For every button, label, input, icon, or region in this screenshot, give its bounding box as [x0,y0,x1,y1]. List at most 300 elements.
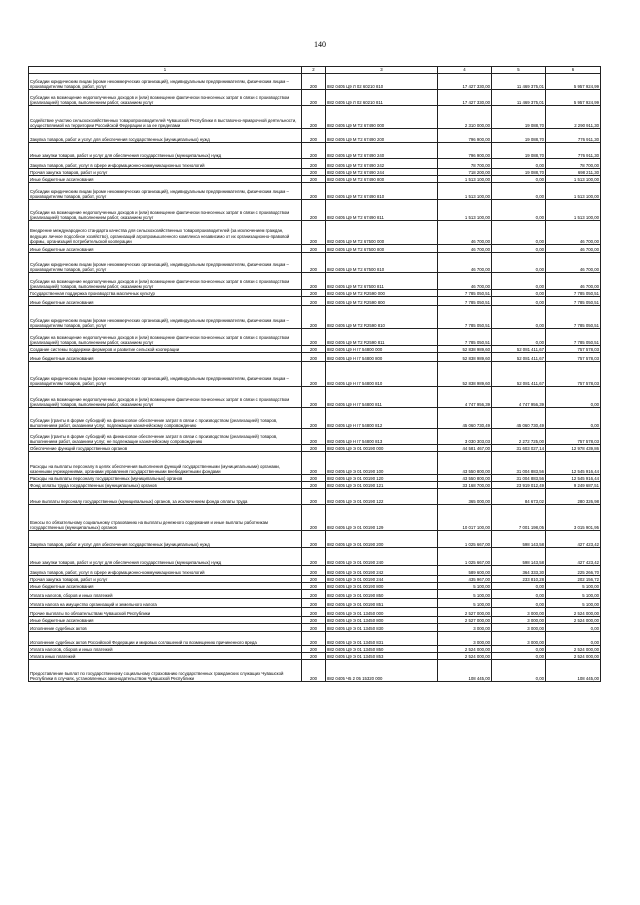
row-remaining-value-cell: 46 700,00 [546,245,601,253]
table-row [29,159,601,169]
row-plan-value-cell: 2 310 000,00 [438,106,492,129]
row-classification-cell: 882 0405 Ц9 Н I7 54800 811 [326,387,438,408]
row-name-cell: Внедрение международного стандарта качества для сельскохозяйственных товаропроизводителей (за исключением граждан, ведущих личное подсобное хозяйство), организаций агропромышленного комплекса независимо от их организационно-правовой формы, организаций потребительской кооперации [29,221,302,245]
budget-execution-table [28,66,601,682]
row-name-cell: Субсидии юридическим лицам (кроме некоммерческих организаций), индивидуальным предпринимателям, физическим лицам – производителям товаров, работ, услуг [29,253,302,273]
row-classification-cell: 882 0405 Ц9 М Т2 67490 244 [326,169,438,176]
row-remaining-value-cell: 2 524 000,00 [546,608,601,617]
table-row [29,200,601,221]
row-code-cell: 200 [302,273,326,290]
row-remaining-value-cell: 7 785 050,51 [546,306,601,329]
table-row [29,297,601,306]
table-row [29,653,601,660]
row-name-cell: Иные закупки товаров, работ и услуг для обеспечения государственных (муниципальных) нужд [29,143,302,159]
table-row [29,617,601,624]
row-executed-value-cell: 84 673,02 [492,489,546,505]
row-executed-value-cell: 0,00 [492,583,546,590]
row-name-cell: Закупка товаров, работ, услуг в сфере информационно-коммуникационных технологий [29,566,302,576]
table-row [29,176,601,183]
row-remaining-value-cell: 46 700,00 [546,221,601,245]
row-remaining-value-cell: 202 156,72 [546,576,601,583]
table-row [29,548,601,566]
row-code-cell: 200 [302,408,326,429]
row-code-cell: 200 [302,221,326,245]
row-remaining-value-cell: 427 423,42 [546,531,601,548]
column-header-5: 5 [492,67,546,74]
row-executed-value-cell: 11 469 375,01 [492,74,546,90]
row-executed-value-cell: 11 469 375,01 [492,90,546,106]
row-code-cell: 200 [302,548,326,566]
row-plan-value-cell: 46 700,00 [438,253,492,273]
row-classification-cell: 882 0405 Ц9 М Т2 R2590 000 [326,290,438,297]
row-plan-value-cell: 1 513 100,00 [438,176,492,183]
row-remaining-value-cell: 5 957 924,99 [546,74,601,90]
column-header-1: 1 [29,67,302,74]
row-plan-value-cell: 2 524 000,00 [438,646,492,653]
row-executed-value-cell: 19 088,70 [492,129,546,143]
row-plan-value-cell: 1 025 667,00 [438,531,492,548]
row-executed-value-cell: 598 143,58 [492,548,546,566]
row-plan-value-cell: 7 785 050,51 [438,297,492,306]
row-name-cell: Уплата налогов, сборов и иных платежей [29,590,302,599]
row-executed-value-cell: 52 081 411,67 [492,353,546,362]
row-code-cell: 200 [302,169,326,176]
table-row [29,129,601,143]
row-name-cell: Фонд оплаты труда государственных (муниципальных) органов [29,482,302,489]
row-name-cell: Субсидии (гранты в форме субсидий) на финансовое обеспечение затрат в связи с производством (реализацией) товаров, выполнением работ, оказанием услуг, подлежащие казначейскому сопровождению [29,408,302,429]
row-name-cell: Уплата налога на имущество организаций и земельного налога [29,599,302,608]
table-row [29,445,601,452]
row-code-cell: 200 [302,90,326,106]
row-plan-value-cell: 435 967,00 [438,576,492,583]
table-row [29,387,601,408]
row-remaining-value-cell: 776 911,30 [546,129,601,143]
table-row [29,306,601,329]
row-plan-value-cell: 52 838 989,60 [438,362,492,387]
row-executed-value-cell: 31 004 883,56 [492,452,546,475]
row-executed-value-cell: 0,00 [492,306,546,329]
row-name-cell: Субсидии на возмещение недополученных доходов и (или) возмещение фактически понесенных затрат в связи с производством (реализацией) товаров, выполнением работ, оказанием услуг [29,387,302,408]
row-code-cell: 200 [302,253,326,273]
row-executed-value-cell: 598 143,58 [492,531,546,548]
row-executed-value-cell: 0,00 [492,253,546,273]
row-plan-value-cell: 3 030 303,03 [438,429,492,445]
row-plan-value-cell: 52 838 989,60 [438,353,492,362]
row-name-cell: Иные бюджетные ассигнования [29,245,302,253]
row-classification-cell: 882 0405 Ц9 Э 01 00190 000 [326,445,438,452]
table-row [29,566,601,576]
row-remaining-value-cell: 776 911,30 [546,143,601,159]
row-name-cell: Взносы по обязательному социальному страхованию на выплаты денежного содержания и иные выплаты работникам государственных (муниципальных) органов [29,505,302,531]
table-row [29,576,601,583]
row-code-cell: 200 [302,176,326,183]
row-executed-value-cell: 0,00 [492,329,546,346]
row-classification-cell: 882 0405 Ч5 2 05 15320 000 [326,660,438,682]
table-row [29,583,601,590]
row-name-cell: Государственная поддержка производства масличных культур [29,290,302,297]
row-executed-value-cell: 0,00 [492,159,546,169]
table-row [29,329,601,346]
row-name-cell: Субсидии юридическим лицам (кроме некоммерческих организаций), индивидуальным предпринимателям, физическим лицам – производителям товаров, работ, услуг [29,362,302,387]
row-plan-value-cell: 33 168 700,00 [438,482,492,489]
table-row [29,143,601,159]
row-plan-value-cell: 17 427 330,00 [438,74,492,90]
row-name-cell: Обеспечение функций государственных органов [29,445,302,452]
row-classification-cell: 882 0405 Ц9 Н I7 54800 800 [326,353,438,362]
row-executed-value-cell: 19 088,70 [492,169,546,176]
row-classification-cell: 882 0405 Ц9 М Т2 67500 800 [326,245,438,253]
row-code-cell: 200 [302,576,326,583]
row-plan-value-cell: 796 900,00 [438,129,492,143]
row-executed-value-cell: 0,00 [492,297,546,306]
row-classification-cell: 882 0405 Ц9 Э 01 00190 850 [326,590,438,599]
row-remaining-value-cell: 0,00 [546,408,601,429]
row-name-cell: Исполнение судебных актов Российской Федерации и мировых соглашений по возмещению причиненного вреда [29,632,302,646]
row-remaining-value-cell: 2 524 000,00 [546,617,601,624]
row-name-cell: Уплата налогов, сборов и иных платежей [29,646,302,653]
table-row [29,429,601,445]
row-name-cell: Субсидии юридическим лицам (кроме некоммерческих организаций), индивидуальным предпринимателям, физическим лицам – производителям товаров, работ, услуг [29,74,302,90]
row-executed-value-cell: 19 088,70 [492,143,546,159]
row-plan-value-cell: 5 100,00 [438,583,492,590]
row-executed-value-cell: 0,00 [492,221,546,245]
table-row [29,482,601,489]
row-classification-cell: 882 0405 Ц9 М Т2 R2590 800 [326,297,438,306]
row-remaining-value-cell: 1 513 100,00 [546,200,601,221]
row-code-cell: 200 [302,632,326,646]
row-code-cell: 200 [302,583,326,590]
row-code-cell: 200 [302,387,326,408]
row-executed-value-cell: 0,00 [492,245,546,253]
row-classification-cell: 882 0405 Ц9 Э 01 13450 850 [326,646,438,653]
row-remaining-value-cell: 757 578,03 [546,429,601,445]
row-name-cell: Иные бюджетные ассигнования [29,176,302,183]
row-code-cell: 200 [302,290,326,297]
row-executed-value-cell: 3 000,00 [492,624,546,632]
row-plan-value-cell: 4 747 956,39 [438,387,492,408]
row-code-cell: 200 [302,353,326,362]
table-row [29,660,601,682]
row-code-cell: 200 [302,143,326,159]
row-name-cell: Иные бюджетные ассигнования [29,353,302,362]
row-plan-value-cell: 7 785 050,51 [438,306,492,329]
row-remaining-value-cell: 757 578,03 [546,346,601,353]
table-row [29,74,601,90]
row-executed-value-cell: 0,00 [492,653,546,660]
row-remaining-value-cell: 698 211,30 [546,169,601,176]
row-classification-cell: 882 0405 Ц9 М Т2 67490 000 [326,106,438,129]
row-plan-value-cell: 7 785 050,51 [438,290,492,297]
row-plan-value-cell: 365 000,00 [438,489,492,505]
row-code-cell: 200 [302,245,326,253]
row-remaining-value-cell: 12 545 916,44 [546,452,601,475]
row-remaining-value-cell: 7 785 050,51 [546,290,601,297]
row-code-cell: 200 [302,297,326,306]
row-remaining-value-cell: 9 249 687,51 [546,482,601,489]
row-remaining-value-cell: 1 513 100,00 [546,183,601,200]
row-plan-value-cell: 1 025 667,00 [438,548,492,566]
table-row [29,106,601,129]
table-row [29,290,601,297]
row-classification-cell: 882 0405 Ц9 Н I7 54800 813 [326,429,438,445]
row-remaining-value-cell: 12 978 439,86 [546,445,601,452]
row-classification-cell: 882 0405 Ц9 Э 01 13450 831 [326,632,438,646]
row-plan-value-cell: 7 785 050,51 [438,329,492,346]
row-code-cell: 200 [302,660,326,682]
row-name-cell: Субсидии на возмещение недополученных доходов и (или) возмещение фактически понесенных затрат в связи с производством (реализацией) товаров, выполнением работ, оказанием услуг [29,200,302,221]
row-remaining-value-cell: 2 290 911,30 [546,106,601,129]
row-remaining-value-cell: 225 266,70 [546,566,601,576]
row-code-cell: 200 [302,429,326,445]
row-plan-value-cell: 43 550 800,00 [438,475,492,482]
row-plan-value-cell: 718 200,00 [438,169,492,176]
row-name-cell: Расходы на выплаты персоналу государственных (муниципальных) органов [29,475,302,482]
row-remaining-value-cell: 108 445,00 [546,660,601,682]
row-code-cell: 200 [302,531,326,548]
row-classification-cell: 882 0405 Ц9 Э 01 13450 800 [326,617,438,624]
row-code-cell: 200 [302,200,326,221]
row-classification-cell: 882 0405 Ц9 М Т2 67490 811 [326,200,438,221]
row-classification-cell: 882 0405 Ц9 Л 02 60210 811 [326,90,438,106]
row-classification-cell: 882 0405 Ц9 М Т2 67500 810 [326,253,438,273]
row-name-cell: Иные закупки товаров, работ и услуг для обеспечения государственных (муниципальных) нужд [29,548,302,566]
row-classification-cell: 882 0405 Ц9 Э 01 00190 240 [326,548,438,566]
column-number-header-row [29,67,601,74]
row-code-cell: 200 [302,362,326,387]
row-executed-value-cell: 52 081 411,67 [492,362,546,387]
table-row [29,90,601,106]
row-executed-value-cell: 0,00 [492,176,546,183]
row-classification-cell: 882 0405 Ц9 Э 01 00190 800 [326,583,438,590]
row-plan-value-cell: 17 427 330,00 [438,90,492,106]
row-classification-cell: 882 0405 Ц9 М Т2 67500 000 [326,221,438,245]
row-plan-value-cell: 1 513 100,00 [438,200,492,221]
row-plan-value-cell: 46 700,00 [438,273,492,290]
row-remaining-value-cell: 757 578,03 [546,362,601,387]
row-name-cell: Субсидии на возмещение недополученных доходов и (или) возмещение фактически понесенных затрат в связи с производством (реализацией) товаров, выполнением работ, оказанием услуг [29,273,302,290]
table-row [29,489,601,505]
table-row [29,624,601,632]
row-name-cell: Содействие участию сельскохозяйственных товаропроизводителей Чувашской Республики в выставочно-ярмарочной деятельности, осуществляемой на территории Российской Федерации и за ее пределами [29,106,302,129]
row-code-cell: 200 [302,452,326,475]
row-remaining-value-cell: 46 700,00 [546,273,601,290]
table-row [29,646,601,653]
row-executed-value-cell: 45 060 730,49 [492,408,546,429]
row-classification-cell: 882 0405 Ц9 М Т2 67490 242 [326,159,438,169]
row-name-cell: Закупка товаров, работ и услуг для обеспечения государственных (муниципальных) нужд [29,531,302,548]
row-executed-value-cell: 52 081 411,67 [492,346,546,353]
row-classification-cell: 882 0405 Ц9 Э 01 00190 100 [326,452,438,475]
row-name-cell: Иные бюджетные ассигнования [29,583,302,590]
row-executed-value-cell: 0,00 [492,273,546,290]
row-classification-cell: 882 0405 Ц9 М Т2 67490 810 [326,183,438,200]
row-classification-cell: 882 0405 Ц9 Э 01 00190 121 [326,482,438,489]
row-plan-value-cell: 796 900,00 [438,143,492,159]
column-header-6: 6 [546,67,601,74]
row-plan-value-cell: 2 527 000,00 [438,617,492,624]
row-classification-cell: 882 0405 Ц9 М Т2 67490 800 [326,176,438,183]
row-name-cell: Уплата иных платежей [29,653,302,660]
row-code-cell: 200 [302,346,326,353]
page-number: 140 [314,40,326,49]
row-name-cell: Субсидии юридическим лицам (кроме некоммерческих организаций), индивидуальным предпринимателям, физическим лицам – производителям товаров, работ, услуг [29,183,302,200]
row-remaining-value-cell: 757 578,03 [546,353,601,362]
row-code-cell: 200 [302,617,326,624]
row-code-cell: 200 [302,329,326,346]
row-code-cell: 200 [302,505,326,531]
row-plan-value-cell: 10 017 100,00 [438,505,492,531]
row-executed-value-cell: 0,00 [492,646,546,653]
row-plan-value-cell: 2 527 000,00 [438,608,492,617]
table-row [29,632,601,646]
row-code-cell: 200 [302,129,326,143]
row-plan-value-cell: 3 000,00 [438,632,492,646]
row-name-cell: Закупка товаров, работ, услуг в сфере информационно-коммуникационных технологий [29,159,302,169]
row-classification-cell: 882 0405 Ц9 Э 01 00190 242 [326,566,438,576]
table-row [29,183,601,200]
row-name-cell: Исполнение судебных актов [29,624,302,632]
row-code-cell: 200 [302,482,326,489]
row-classification-cell: 882 0405 Ц9 Н I7 54800 810 [326,362,438,387]
row-code-cell: 200 [302,445,326,452]
row-code-cell: 200 [302,106,326,129]
row-executed-value-cell: 0,00 [492,599,546,608]
row-code-cell: 200 [302,489,326,505]
row-executed-value-cell: 3 000,00 [492,617,546,624]
row-code-cell: 200 [302,566,326,576]
row-plan-value-cell: 46 700,00 [438,245,492,253]
row-code-cell: 200 [302,475,326,482]
row-name-cell: Закупка товаров, работ и услуг для обеспечения государственных (муниципальных) нужд [29,129,302,143]
table-row [29,169,601,176]
row-plan-value-cell: 1 513 100,00 [438,183,492,200]
table-row [29,221,601,245]
table-row [29,245,601,253]
row-remaining-value-cell: 78 700,00 [546,159,601,169]
row-classification-cell: 882 0405 Ц9 М Т2 67490 200 [326,129,438,143]
row-remaining-value-cell: 427 423,42 [546,548,601,566]
table-row [29,362,601,387]
row-name-cell: Прочие выплаты по обязательствам Чувашской Республики [29,608,302,617]
row-classification-cell: 882 0405 Ц9 М Т2 67500 811 [326,273,438,290]
row-classification-cell: 882 0405 Ц9 М Т2 67490 240 [326,143,438,159]
row-remaining-value-cell: 2 524 000,00 [546,646,601,653]
row-remaining-value-cell: 0,00 [546,632,601,646]
table-row [29,475,601,482]
row-remaining-value-cell: 1 513 100,00 [546,176,601,183]
row-remaining-value-cell: 5 100,00 [546,590,601,599]
row-remaining-value-cell: 7 785 050,51 [546,297,601,306]
column-header-2: 2 [302,67,326,74]
table-row [29,353,601,362]
row-classification-cell: 882 0405 Ц9 Э 01 00190 200 [326,531,438,548]
table-row [29,253,601,273]
row-code-cell: 200 [302,653,326,660]
row-name-cell: Прочая закупка товаров, работ и услуг [29,576,302,583]
table-row [29,531,601,548]
row-code-cell: 200 [302,590,326,599]
row-name-cell: Иные бюджетные ассигнования [29,297,302,306]
table-row [29,590,601,599]
row-executed-value-cell: 31 004 883,56 [492,475,546,482]
row-code-cell: 200 [302,159,326,169]
row-name-cell: Расходы на выплаты персоналу в целях обеспечения выполнения функций государственными (муниципальными) органами, казенными учреждениями, органами управления государственными внебюджетными фондами [29,452,302,475]
row-plan-value-cell: 46 700,00 [438,221,492,245]
row-classification-cell: 882 0405 Ц9 Э 01 13450 853 [326,653,438,660]
row-plan-value-cell: 108 445,00 [438,660,492,682]
row-plan-value-cell: 3 000,00 [438,624,492,632]
table-row [29,408,601,429]
row-executed-value-cell: 0,00 [492,590,546,599]
row-executed-value-cell: 23 919 012,49 [492,482,546,489]
row-plan-value-cell: 44 581 467,00 [438,445,492,452]
row-classification-cell: 882 0405 Ц9 Э 01 13450 000 [326,608,438,617]
row-code-cell: 200 [302,624,326,632]
row-name-cell: Иные бюджетные ассигнования [29,617,302,624]
row-plan-value-cell: 45 060 730,49 [438,408,492,429]
table-row [29,346,601,353]
row-code-cell: 200 [302,599,326,608]
row-executed-value-cell: 0,00 [492,183,546,200]
row-name-cell: Субсидии (гранты в форме субсидий) на финансовое обеспечение затрат в связи с производством (реализацией) товаров, выполнением работ, оказанием услуг, не подлежащие казначейскому сопровождению [29,429,302,445]
row-executed-value-cell: 2 272 725,00 [492,429,546,445]
row-name-cell: Прочая закупка товаров, работ и услуг [29,169,302,176]
row-classification-cell: 882 0405 Ц9 Э 01 00190 244 [326,576,438,583]
row-classification-cell: 882 0405 Ц9 Н I7 54800 000 [326,346,438,353]
row-classification-cell: 882 0405 Ц9 Э 01 00190 851 [326,599,438,608]
row-executed-value-cell: 0,00 [492,660,546,682]
row-executed-value-cell: 31 603 027,14 [492,445,546,452]
row-classification-cell: 882 0405 Ц9 Л 02 60210 810 [326,74,438,90]
row-executed-value-cell: 233 810,28 [492,576,546,583]
row-executed-value-cell: 4 747 956,39 [492,387,546,408]
row-name-cell: Предоставление выплат по государственному социальному страхованию государственных гражданских служащих Чувашской Республики в случаях, установленных законодательством Чувашской Республики [29,660,302,682]
row-executed-value-cell: 3 000,00 [492,632,546,646]
table-row [29,452,601,475]
row-remaining-value-cell: 46 700,00 [546,253,601,273]
column-header-4: 4 [438,67,492,74]
row-executed-value-cell: 364 333,30 [492,566,546,576]
row-name-cell: Создание системы поддержки фермеров и развитие сельской кооперации [29,346,302,353]
row-name-cell: Субсидии на возмещение недополученных доходов и (или) возмещение фактически понесенных затрат в связи с производством (реализацией) товаров, выполнением работ, оказанием услуг [29,329,302,346]
row-code-cell: 200 [302,646,326,653]
row-plan-value-cell: 5 100,00 [438,599,492,608]
row-remaining-value-cell: 280 326,98 [546,489,601,505]
row-classification-cell: 882 0405 Ц9 М Т2 R2590 811 [326,329,438,346]
column-header-3: 3 [326,67,438,74]
row-code-cell: 200 [302,183,326,200]
row-remaining-value-cell: 0,00 [546,624,601,632]
table-row [29,273,601,290]
row-code-cell: 200 [302,306,326,329]
row-classification-cell: 882 0405 Ц9 Н I7 54800 812 [326,408,438,429]
row-classification-cell: 882 0405 Ц9 Э 01 00190 120 [326,475,438,482]
row-remaining-value-cell: 5 100,00 [546,583,601,590]
table-row [29,608,601,617]
row-plan-value-cell: 589 600,00 [438,566,492,576]
row-remaining-value-cell: 7 785 050,51 [546,329,601,346]
row-executed-value-cell: 3 000,00 [492,608,546,617]
row-remaining-value-cell: 0,00 [546,387,601,408]
row-plan-value-cell: 2 524 000,00 [438,653,492,660]
row-plan-value-cell: 78 700,00 [438,159,492,169]
row-name-cell: Иные выплаты персоналу государственных (муниципальных) органов, за исключением фонда оплаты труда [29,489,302,505]
row-classification-cell: 882 0405 Ц9 Э 01 13450 830 [326,624,438,632]
row-executed-value-cell: 19 088,70 [492,106,546,129]
row-classification-cell: 882 0405 Ц9 Э 01 00190 129 [326,505,438,531]
table-row [29,505,601,531]
row-code-cell: 200 [302,608,326,617]
